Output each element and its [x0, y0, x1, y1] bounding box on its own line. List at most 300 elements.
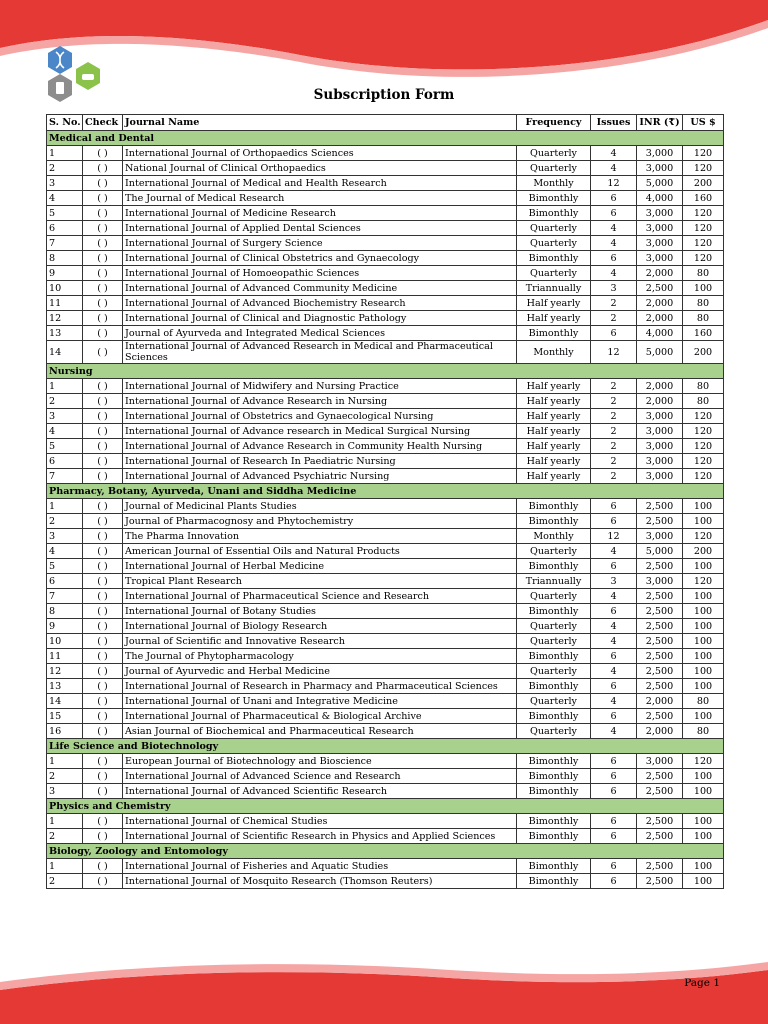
cell-issues: 6	[591, 604, 637, 619]
cell-journal-name: Journal of Scientific and Innovative Research	[123, 634, 517, 649]
cell-usd: 80	[683, 724, 724, 739]
cell-journal-name: International Journal of Advance research in Medical Surgical Nursing	[123, 424, 517, 439]
cell-usd: 100	[683, 589, 724, 604]
cell-journal-name: International Journal of Advanced Community Medicine	[123, 281, 517, 296]
cell-issues: 3	[591, 574, 637, 589]
cell-check[interactable]: ( )	[83, 499, 123, 514]
cell-inr: 3,000	[637, 206, 683, 221]
cell-sno: 2	[47, 769, 83, 784]
cell-check[interactable]: ( )	[83, 424, 123, 439]
cell-inr: 5,000	[637, 544, 683, 559]
table-row	[47, 281, 724, 296]
cell-journal-name: International Journal of Homoeopathic Sciences	[123, 266, 517, 281]
cell-journal-name: International Journal of Applied Dental Sciences	[123, 221, 517, 236]
cell-frequency: Bimonthly	[517, 604, 591, 619]
cell-journal-name: International Journal of Advance Research in Community Health Nursing	[123, 439, 517, 454]
table-row	[47, 694, 724, 709]
header-sno: S. No.	[47, 115, 83, 131]
cell-issues: 4	[591, 724, 637, 739]
cell-sno: 12	[47, 311, 83, 326]
table-header-row	[47, 115, 724, 131]
cell-frequency: Bimonthly	[517, 874, 591, 889]
cell-inr: 2,000	[637, 296, 683, 311]
cell-frequency: Bimonthly	[517, 251, 591, 266]
cell-check[interactable]: ( )	[83, 469, 123, 484]
cell-check[interactable]: ( )	[83, 514, 123, 529]
cell-issues: 6	[591, 206, 637, 221]
cell-frequency: Half yearly	[517, 379, 591, 394]
cell-inr: 3,000	[637, 574, 683, 589]
cell-frequency: Monthly	[517, 341, 591, 364]
cell-usd: 80	[683, 311, 724, 326]
table-row	[47, 604, 724, 619]
cell-check[interactable]: ( )	[83, 559, 123, 574]
cell-sno: 14	[47, 694, 83, 709]
cell-check[interactable]: ( )	[83, 529, 123, 544]
table-row	[47, 679, 724, 694]
cell-usd: 160	[683, 326, 724, 341]
cell-issues: 3	[591, 281, 637, 296]
cell-journal-name: International Journal of Clinical and Diagnostic Pathology	[123, 311, 517, 326]
section-title: Physics and Chemistry	[47, 799, 724, 814]
cell-usd: 100	[683, 679, 724, 694]
cell-frequency: Quarterly	[517, 146, 591, 161]
table-row	[47, 251, 724, 266]
cell-sno: 7	[47, 589, 83, 604]
cell-check[interactable]: ( )	[83, 769, 123, 784]
table-row	[47, 574, 724, 589]
cell-check[interactable]: ( )	[83, 589, 123, 604]
table-row	[47, 439, 724, 454]
cell-sno: 2	[47, 874, 83, 889]
cell-sno: 1	[47, 146, 83, 161]
cell-check[interactable]: ( )	[83, 829, 123, 844]
cell-usd: 120	[683, 206, 724, 221]
table-row	[47, 409, 724, 424]
cell-journal-name: International Journal of Advanced Psychiatric Nursing	[123, 469, 517, 484]
cell-inr: 3,000	[637, 469, 683, 484]
table-row	[47, 619, 724, 634]
header-journal-name: Journal Name	[123, 115, 517, 131]
cell-sno: 3	[47, 409, 83, 424]
cell-issues: 2	[591, 454, 637, 469]
cell-usd: 100	[683, 634, 724, 649]
cell-journal-name: International Journal of Research in Pharmacy and Pharmaceutical Sciences	[123, 679, 517, 694]
cell-inr: 5,000	[637, 176, 683, 191]
cell-inr: 4,000	[637, 191, 683, 206]
cell-inr: 3,000	[637, 409, 683, 424]
cell-issues: 6	[591, 769, 637, 784]
table-row	[47, 424, 724, 439]
cell-frequency: Quarterly	[517, 236, 591, 251]
cell-inr: 3,000	[637, 236, 683, 251]
cell-frequency: Quarterly	[517, 589, 591, 604]
cell-sno: 13	[47, 326, 83, 341]
table-row	[47, 514, 724, 529]
table-row	[47, 191, 724, 206]
table-row	[47, 829, 724, 844]
cell-check[interactable]: ( )	[83, 784, 123, 799]
cell-inr: 3,000	[637, 146, 683, 161]
cell-journal-name: European Journal of Biotechnology and Bioscience	[123, 754, 517, 769]
cell-journal-name: International Journal of Chemical Studies	[123, 814, 517, 829]
cell-sno: 1	[47, 859, 83, 874]
table-row	[47, 664, 724, 679]
cell-inr: 2,500	[637, 814, 683, 829]
cell-inr: 2,000	[637, 379, 683, 394]
cell-journal-name: International Journal of Research In Paediatric Nursing	[123, 454, 517, 469]
cell-frequency: Half yearly	[517, 311, 591, 326]
table-row	[47, 589, 724, 604]
cell-usd: 80	[683, 266, 724, 281]
cell-issues: 4	[591, 266, 637, 281]
cell-usd: 100	[683, 559, 724, 574]
cell-sno: 8	[47, 251, 83, 266]
cell-check[interactable]: ( )	[83, 206, 123, 221]
section-title: Nursing	[47, 364, 724, 379]
table-row	[47, 754, 724, 769]
cell-frequency: Half yearly	[517, 439, 591, 454]
cell-check[interactable]: ( )	[83, 311, 123, 326]
cell-usd: 200	[683, 176, 724, 191]
cell-sno: 2	[47, 161, 83, 176]
cell-journal-name: The Pharma Innovation	[123, 529, 517, 544]
cell-check[interactable]: ( )	[83, 176, 123, 191]
cell-usd: 100	[683, 499, 724, 514]
cell-check[interactable]: ( )	[83, 694, 123, 709]
cell-journal-name: International Journal of Advanced Science and Research	[123, 769, 517, 784]
cell-check[interactable]: ( )	[83, 859, 123, 874]
cell-issues: 4	[591, 589, 637, 604]
cell-sno: 10	[47, 634, 83, 649]
cell-check[interactable]: ( )	[83, 544, 123, 559]
cell-journal-name: International Journal of Unani and Integrative Medicine	[123, 694, 517, 709]
cell-inr: 2,500	[637, 604, 683, 619]
cell-check[interactable]: ( )	[83, 296, 123, 311]
cell-check[interactable]: ( )	[83, 664, 123, 679]
cell-frequency: Half yearly	[517, 469, 591, 484]
cell-frequency: Bimonthly	[517, 649, 591, 664]
section-title: Biology, Zoology and Entomology	[47, 844, 724, 859]
cell-journal-name: Asian Journal of Biochemical and Pharmaceutical Research	[123, 724, 517, 739]
cell-inr: 2,500	[637, 499, 683, 514]
cell-inr: 3,000	[637, 251, 683, 266]
cell-frequency: Bimonthly	[517, 814, 591, 829]
cell-frequency: Bimonthly	[517, 499, 591, 514]
cell-check[interactable]: ( )	[83, 379, 123, 394]
cell-sno: 2	[47, 829, 83, 844]
cell-issues: 6	[591, 814, 637, 829]
bottom-wave-decoration	[0, 960, 768, 1024]
cell-usd: 120	[683, 424, 724, 439]
cell-usd: 200	[683, 544, 724, 559]
cell-frequency: Bimonthly	[517, 326, 591, 341]
cell-usd: 120	[683, 469, 724, 484]
table-row	[47, 221, 724, 236]
cell-frequency: Bimonthly	[517, 206, 591, 221]
cell-inr: 2,500	[637, 649, 683, 664]
table-row	[47, 266, 724, 281]
cell-issues: 6	[591, 191, 637, 206]
cell-usd: 200	[683, 341, 724, 364]
cell-inr: 2,500	[637, 619, 683, 634]
cell-sno: 5	[47, 439, 83, 454]
cell-inr: 2,500	[637, 769, 683, 784]
table-row	[47, 559, 724, 574]
cell-issues: 4	[591, 236, 637, 251]
cell-check[interactable]: ( )	[83, 874, 123, 889]
table-row	[47, 236, 724, 251]
cell-issues: 6	[591, 859, 637, 874]
table-row	[47, 206, 724, 221]
cell-sno: 4	[47, 424, 83, 439]
cell-journal-name: International Journal of Advance Research in Nursing	[123, 394, 517, 409]
section-title: Pharmacy, Botany, Ayurveda, Unani and Siddha Medicine	[47, 484, 724, 499]
cell-sno: 7	[47, 236, 83, 251]
cell-journal-name: International Journal of Advanced Research in Medical and Pharmaceutical Sciences	[123, 341, 517, 364]
subscription-table	[46, 114, 724, 889]
cell-frequency: Bimonthly	[517, 784, 591, 799]
cell-sno: 11	[47, 649, 83, 664]
cell-issues: 6	[591, 251, 637, 266]
cell-check[interactable]: ( )	[83, 619, 123, 634]
form-title: Subscription Form	[313, 87, 455, 103]
cell-sno: 10	[47, 281, 83, 296]
cell-sno: 5	[47, 206, 83, 221]
cell-sno: 9	[47, 266, 83, 281]
table-row	[47, 649, 724, 664]
cell-issues: 2	[591, 379, 637, 394]
cell-frequency: Quarterly	[517, 266, 591, 281]
cell-frequency: Quarterly	[517, 724, 591, 739]
cell-sno: 6	[47, 574, 83, 589]
cell-usd: 120	[683, 454, 724, 469]
table-row	[47, 784, 724, 799]
cell-journal-name: International Journal of Herbal Medicine	[123, 559, 517, 574]
cell-check[interactable]: ( )	[83, 221, 123, 236]
cell-check[interactable]: ( )	[83, 236, 123, 251]
table-row	[47, 814, 724, 829]
cell-journal-name: Journal of Ayurvedic and Herbal Medicine	[123, 664, 517, 679]
cell-check[interactable]: ( )	[83, 679, 123, 694]
cell-issues: 4	[591, 694, 637, 709]
cell-frequency: Bimonthly	[517, 514, 591, 529]
table-row	[47, 874, 724, 889]
cell-inr: 2,500	[637, 709, 683, 724]
cell-journal-name: International Journal of Botany Studies	[123, 604, 517, 619]
header-usd: US $	[683, 115, 724, 131]
cell-sno: 14	[47, 341, 83, 364]
cell-check[interactable]: ( )	[83, 341, 123, 364]
cell-issues: 2	[591, 469, 637, 484]
cell-usd: 80	[683, 296, 724, 311]
cell-usd: 100	[683, 514, 724, 529]
cell-issues: 6	[591, 499, 637, 514]
cell-frequency: Bimonthly	[517, 559, 591, 574]
cell-check[interactable]: ( )	[83, 754, 123, 769]
cell-check[interactable]: ( )	[83, 409, 123, 424]
cell-issues: 6	[591, 709, 637, 724]
cell-usd: 120	[683, 236, 724, 251]
cell-issues: 6	[591, 326, 637, 341]
cell-journal-name: International Journal of Mosquito Research (Thomson Reuters)	[123, 874, 517, 889]
table-row	[47, 499, 724, 514]
cell-usd: 100	[683, 619, 724, 634]
cell-frequency: Quarterly	[517, 694, 591, 709]
cell-usd: 80	[683, 694, 724, 709]
cell-check[interactable]: ( )	[83, 814, 123, 829]
cell-check[interactable]: ( )	[83, 326, 123, 341]
cell-issues: 12	[591, 529, 637, 544]
cell-usd: 120	[683, 574, 724, 589]
cell-issues: 4	[591, 664, 637, 679]
cell-inr: 2,500	[637, 634, 683, 649]
cell-usd: 120	[683, 221, 724, 236]
cell-sno: 15	[47, 709, 83, 724]
cell-journal-name: International Journal of Clinical Obstetrics and Gynaecology	[123, 251, 517, 266]
cell-inr: 2,500	[637, 859, 683, 874]
cell-inr: 3,000	[637, 439, 683, 454]
cell-issues: 6	[591, 649, 637, 664]
cell-issues: 6	[591, 874, 637, 889]
section-header-row	[47, 739, 724, 754]
table-row	[47, 341, 724, 364]
cell-journal-name: International Journal of Pharmaceutical & Biological Archive	[123, 709, 517, 724]
cell-inr: 3,000	[637, 529, 683, 544]
cell-sno: 8	[47, 604, 83, 619]
cell-frequency: Quarterly	[517, 619, 591, 634]
cell-inr: 2,500	[637, 664, 683, 679]
cell-usd: 100	[683, 874, 724, 889]
cell-journal-name: International Journal of Advanced Biochemistry Research	[123, 296, 517, 311]
cell-sno: 11	[47, 296, 83, 311]
cell-frequency: Half yearly	[517, 394, 591, 409]
cell-issues: 2	[591, 439, 637, 454]
cell-journal-name: The Journal of Medical Research	[123, 191, 517, 206]
header-inr: INR (₹)	[637, 115, 683, 131]
cell-check[interactable]: ( )	[83, 574, 123, 589]
cell-inr: 2,500	[637, 784, 683, 799]
section-header-row	[47, 364, 724, 379]
cell-journal-name: Tropical Plant Research	[123, 574, 517, 589]
cell-frequency: Bimonthly	[517, 769, 591, 784]
cell-sno: 6	[47, 454, 83, 469]
cell-sno: 2	[47, 514, 83, 529]
cell-issues: 6	[591, 559, 637, 574]
cell-check[interactable]: ( )	[83, 454, 123, 469]
cell-issues: 2	[591, 409, 637, 424]
cell-check[interactable]: ( )	[83, 724, 123, 739]
cell-sno: 1	[47, 379, 83, 394]
cell-issues: 6	[591, 784, 637, 799]
cell-journal-name: Journal of Ayurveda and Integrated Medical Sciences	[123, 326, 517, 341]
cell-usd: 100	[683, 829, 724, 844]
cell-sno: 2	[47, 394, 83, 409]
cell-sno: 4	[47, 191, 83, 206]
cell-check[interactable]: ( )	[83, 191, 123, 206]
cell-frequency: Quarterly	[517, 664, 591, 679]
table-row	[47, 161, 724, 176]
cell-issues: 4	[591, 221, 637, 236]
cell-journal-name: The Journal of Phytopharmacology	[123, 649, 517, 664]
cell-sno: 16	[47, 724, 83, 739]
cell-journal-name: International Journal of Orthopaedics Sciences	[123, 146, 517, 161]
cell-check[interactable]: ( )	[83, 394, 123, 409]
cell-usd: 160	[683, 191, 724, 206]
cell-check[interactable]: ( )	[83, 604, 123, 619]
cell-frequency: Half yearly	[517, 296, 591, 311]
cell-journal-name: International Journal of Biology Research	[123, 619, 517, 634]
table-body	[47, 131, 724, 889]
cell-inr: 2,000	[637, 724, 683, 739]
cell-issues: 6	[591, 514, 637, 529]
table-row	[47, 146, 724, 161]
cell-check[interactable]: ( )	[83, 251, 123, 266]
cell-sno: 4	[47, 544, 83, 559]
cell-check[interactable]: ( )	[83, 281, 123, 296]
cell-check[interactable]: ( )	[83, 161, 123, 176]
table-row	[47, 529, 724, 544]
cell-journal-name: International Journal of Pharmaceutical Science and Research	[123, 589, 517, 604]
cell-frequency: Bimonthly	[517, 191, 591, 206]
cell-sno: 1	[47, 754, 83, 769]
cell-frequency: Monthly	[517, 529, 591, 544]
cell-inr: 3,000	[637, 221, 683, 236]
cell-frequency: Quarterly	[517, 161, 591, 176]
cell-frequency: Half yearly	[517, 424, 591, 439]
section-header-row	[47, 484, 724, 499]
cell-journal-name: International Journal of Surgery Science	[123, 236, 517, 251]
table-row	[47, 544, 724, 559]
cell-check[interactable]: ( )	[83, 709, 123, 724]
table-row	[47, 394, 724, 409]
cell-inr: 3,000	[637, 754, 683, 769]
table-row	[47, 454, 724, 469]
cell-issues: 4	[591, 619, 637, 634]
cell-usd: 100	[683, 784, 724, 799]
cell-usd: 100	[683, 281, 724, 296]
top-wave-decoration	[0, 0, 768, 80]
cell-check[interactable]: ( )	[83, 439, 123, 454]
table-row	[47, 724, 724, 739]
cell-sno: 3	[47, 784, 83, 799]
cell-usd: 120	[683, 161, 724, 176]
section-title: Life Science and Biotechnology	[47, 739, 724, 754]
cell-inr: 2,500	[637, 679, 683, 694]
cell-journal-name: American Journal of Essential Oils and Natural Products	[123, 544, 517, 559]
cell-check[interactable]: ( )	[83, 649, 123, 664]
cell-issues: 2	[591, 394, 637, 409]
cell-usd: 100	[683, 814, 724, 829]
cell-inr: 3,000	[637, 424, 683, 439]
cell-frequency: Monthly	[517, 176, 591, 191]
header-check: Check	[83, 115, 123, 131]
cell-issues: 4	[591, 634, 637, 649]
page-number: Page 1	[684, 977, 720, 989]
header-issues: Issues	[591, 115, 637, 131]
cell-check[interactable]: ( )	[83, 634, 123, 649]
cell-usd: 100	[683, 649, 724, 664]
cell-sno: 6	[47, 221, 83, 236]
cell-inr: 3,000	[637, 161, 683, 176]
cell-usd: 120	[683, 146, 724, 161]
cell-inr: 4,000	[637, 326, 683, 341]
cell-check[interactable]: ( )	[83, 146, 123, 161]
table-row	[47, 311, 724, 326]
cell-frequency: Bimonthly	[517, 679, 591, 694]
cell-usd: 120	[683, 754, 724, 769]
cell-check[interactable]: ( )	[83, 266, 123, 281]
